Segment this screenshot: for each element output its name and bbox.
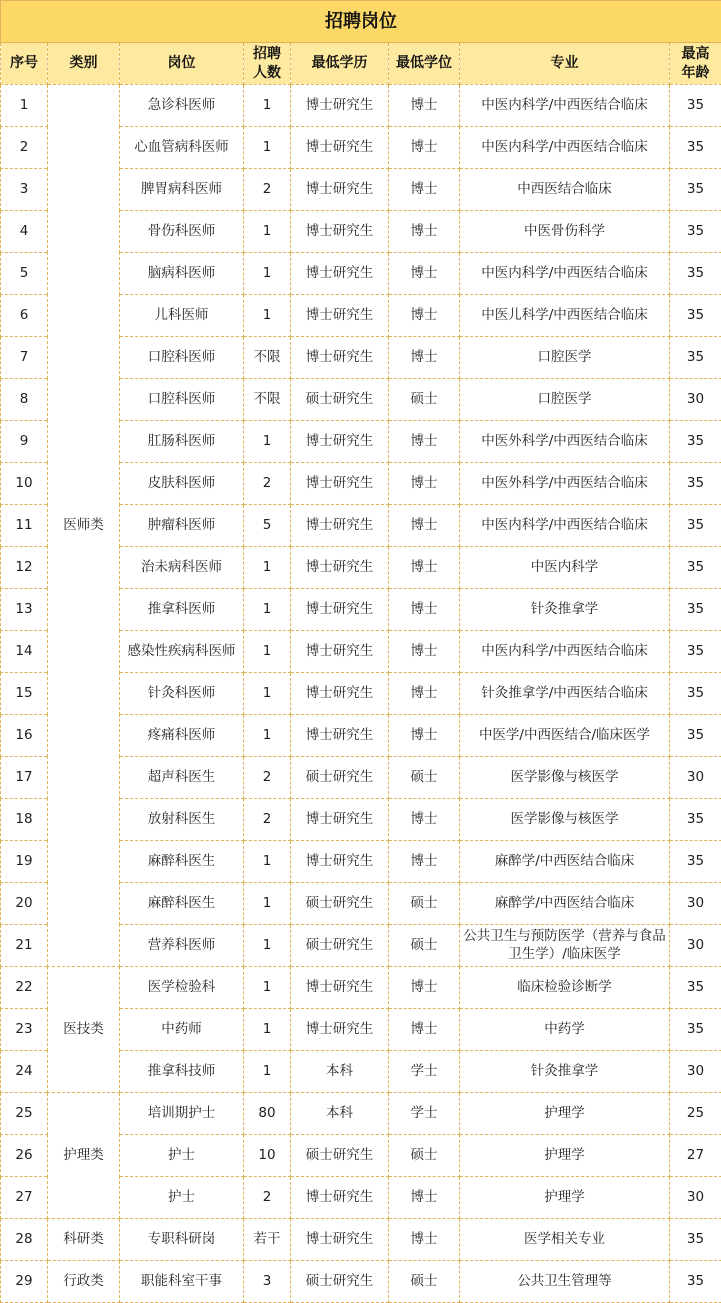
cell-age: 35 <box>670 1009 721 1051</box>
cell-degree: 博士 <box>389 421 460 463</box>
cell-seq: 28 <box>1 1219 48 1261</box>
cell-seq: 13 <box>1 589 48 631</box>
cell-degree: 博士 <box>389 589 460 631</box>
cell-degree: 博士 <box>389 85 460 127</box>
cell-position: 皮肤科医师 <box>120 463 244 505</box>
cell-education: 博士研究生 <box>291 841 389 883</box>
cell-education: 博士研究生 <box>291 421 389 463</box>
cell-position: 针灸科医师 <box>120 673 244 715</box>
cell-seq: 6 <box>1 295 48 337</box>
cell-major: 麻醉学/中西医结合临床 <box>460 841 670 883</box>
cell-degree: 博士 <box>389 127 460 169</box>
cell-position: 护士 <box>120 1135 244 1177</box>
cell-degree: 博士 <box>389 463 460 505</box>
cell-education: 博士研究生 <box>291 85 389 127</box>
cell-position: 口腔科医师 <box>120 337 244 379</box>
cell-count: 1 <box>244 673 291 715</box>
cell-seq: 19 <box>1 841 48 883</box>
header-seq: 序号 <box>1 43 48 85</box>
cell-count: 2 <box>244 757 291 799</box>
cell-position: 医学检验科 <box>120 967 244 1009</box>
cell-count: 10 <box>244 1135 291 1177</box>
cell-position: 超声科医生 <box>120 757 244 799</box>
cell-count: 1 <box>244 925 291 967</box>
cell-seq: 10 <box>1 463 48 505</box>
cell-degree: 学士 <box>389 1093 460 1135</box>
cell-count: 1 <box>244 589 291 631</box>
cell-position: 放射科医生 <box>120 799 244 841</box>
cell-major: 中医儿科学/中西医结合临床 <box>460 295 670 337</box>
cell-education: 博士研究生 <box>291 1219 389 1261</box>
cell-major: 中医内科学/中西医结合临床 <box>460 253 670 295</box>
cell-major: 公共卫生与预防医学（营养与食品卫生学）/临床医学 <box>460 925 670 967</box>
cell-seq: 1 <box>1 85 48 127</box>
cell-seq: 15 <box>1 673 48 715</box>
cell-count: 2 <box>244 169 291 211</box>
cell-major: 医学影像与核医学 <box>460 799 670 841</box>
cell-degree: 硕士 <box>389 925 460 967</box>
header-category: 类别 <box>48 43 120 85</box>
cell-degree: 硕士 <box>389 1261 460 1303</box>
cell-count: 5 <box>244 505 291 547</box>
cell-education: 博士研究生 <box>291 127 389 169</box>
header-row <box>1 43 721 85</box>
cell-major: 中医内科学/中西医结合临床 <box>460 505 670 547</box>
header-major: 专业 <box>460 43 670 85</box>
cell-count: 1 <box>244 1009 291 1051</box>
cell-position: 专职科研岗 <box>120 1219 244 1261</box>
cell-count: 1 <box>244 421 291 463</box>
cell-position: 职能科室干事 <box>120 1261 244 1303</box>
table-row <box>1 1219 721 1261</box>
cell-seq: 29 <box>1 1261 48 1303</box>
cell-position: 肛肠科医师 <box>120 421 244 463</box>
cell-education: 博士研究生 <box>291 589 389 631</box>
cell-count: 不限 <box>244 337 291 379</box>
header-count-line1: 招聘 <box>253 46 281 63</box>
cell-degree: 硕士 <box>389 1135 460 1177</box>
cell-education: 硕士研究生 <box>291 925 389 967</box>
cell-count: 不限 <box>244 379 291 421</box>
cell-age: 35 <box>670 169 721 211</box>
cell-education: 本科 <box>291 1093 389 1135</box>
cell-major: 临床检验诊断学 <box>460 967 670 1009</box>
cell-seq: 23 <box>1 1009 48 1051</box>
cell-position: 脑病科医师 <box>120 253 244 295</box>
cell-education: 博士研究生 <box>291 1009 389 1051</box>
cell-position: 护士 <box>120 1177 244 1219</box>
cell-degree: 博士 <box>389 337 460 379</box>
cell-degree: 博士 <box>389 1009 460 1051</box>
cell-major: 中医骨伤科学 <box>460 211 670 253</box>
cell-seq: 7 <box>1 337 48 379</box>
cell-seq: 22 <box>1 967 48 1009</box>
cell-position: 肿瘤科医师 <box>120 505 244 547</box>
cell-age: 30 <box>670 757 721 799</box>
cell-education: 博士研究生 <box>291 1177 389 1219</box>
cell-major: 针灸推拿学 <box>460 1051 670 1093</box>
header-degree: 最低学位 <box>389 43 460 85</box>
cell-age: 27 <box>670 1135 721 1177</box>
cell-degree: 博士 <box>389 505 460 547</box>
cell-major: 中西医结合临床 <box>460 169 670 211</box>
cell-major: 护理学 <box>460 1093 670 1135</box>
cell-education: 博士研究生 <box>291 715 389 757</box>
table-body <box>1 85 721 1303</box>
cell-seq: 8 <box>1 379 48 421</box>
cell-degree: 博士 <box>389 1219 460 1261</box>
cell-degree: 学士 <box>389 1051 460 1093</box>
cell-position: 中药师 <box>120 1009 244 1051</box>
cell-age: 35 <box>670 967 721 1009</box>
cell-education: 硕士研究生 <box>291 883 389 925</box>
cell-age: 30 <box>670 925 721 967</box>
cell-age: 35 <box>670 589 721 631</box>
cell-age: 35 <box>670 421 721 463</box>
cell-age: 30 <box>670 883 721 925</box>
cell-major: 中医内科学/中西医结合临床 <box>460 127 670 169</box>
cell-category: 医师类 <box>48 85 120 967</box>
cell-degree: 博士 <box>389 967 460 1009</box>
cell-major: 针灸推拿学/中西医结合临床 <box>460 673 670 715</box>
cell-seq: 5 <box>1 253 48 295</box>
header-count <box>244 43 291 85</box>
cell-seq: 20 <box>1 883 48 925</box>
cell-education: 博士研究生 <box>291 295 389 337</box>
cell-major: 中医内科学 <box>460 547 670 589</box>
cell-seq: 18 <box>1 799 48 841</box>
cell-age: 35 <box>670 673 721 715</box>
cell-education: 硕士研究生 <box>291 757 389 799</box>
cell-age: 35 <box>670 127 721 169</box>
cell-education: 博士研究生 <box>291 463 389 505</box>
cell-position: 脾胃病科医师 <box>120 169 244 211</box>
cell-seq: 3 <box>1 169 48 211</box>
table-row <box>1 1261 721 1303</box>
cell-seq: 14 <box>1 631 48 673</box>
cell-count: 2 <box>244 799 291 841</box>
cell-position: 推拿科技师 <box>120 1051 244 1093</box>
cell-age: 25 <box>670 1093 721 1135</box>
cell-seq: 11 <box>1 505 48 547</box>
cell-position: 推拿科医师 <box>120 589 244 631</box>
table-row <box>1 1093 721 1135</box>
cell-age: 35 <box>670 1219 721 1261</box>
cell-count: 1 <box>244 85 291 127</box>
cell-position: 急诊科医师 <box>120 85 244 127</box>
cell-degree: 博士 <box>389 1177 460 1219</box>
cell-category: 科研类 <box>48 1219 120 1261</box>
cell-education: 博士研究生 <box>291 547 389 589</box>
cell-age: 35 <box>670 631 721 673</box>
cell-position: 麻醉科医生 <box>120 883 244 925</box>
cell-age: 35 <box>670 841 721 883</box>
cell-education: 博士研究生 <box>291 169 389 211</box>
cell-education: 硕士研究生 <box>291 1135 389 1177</box>
cell-seq: 4 <box>1 211 48 253</box>
cell-major: 中医外科学/中西医结合临床 <box>460 463 670 505</box>
cell-major: 中医内科学/中西医结合临床 <box>460 631 670 673</box>
cell-education: 博士研究生 <box>291 211 389 253</box>
cell-major: 护理学 <box>460 1177 670 1219</box>
cell-seq: 21 <box>1 925 48 967</box>
cell-age: 35 <box>670 1261 721 1303</box>
cell-degree: 博士 <box>389 673 460 715</box>
cell-education: 博士研究生 <box>291 337 389 379</box>
cell-degree: 博士 <box>389 799 460 841</box>
cell-education: 本科 <box>291 1051 389 1093</box>
cell-count: 1 <box>244 295 291 337</box>
cell-seq: 2 <box>1 127 48 169</box>
header-education: 最低学历 <box>291 43 389 85</box>
cell-count: 1 <box>244 127 291 169</box>
cell-seq: 12 <box>1 547 48 589</box>
header-age <box>670 43 721 85</box>
cell-major: 护理学 <box>460 1135 670 1177</box>
cell-position: 心血管病科医师 <box>120 127 244 169</box>
cell-degree: 博士 <box>389 841 460 883</box>
cell-count: 1 <box>244 967 291 1009</box>
cell-count: 3 <box>244 1261 291 1303</box>
cell-position: 儿科医师 <box>120 295 244 337</box>
cell-degree: 硕士 <box>389 379 460 421</box>
cell-category: 护理类 <box>48 1093 120 1219</box>
cell-count: 若干 <box>244 1219 291 1261</box>
cell-count: 1 <box>244 211 291 253</box>
cell-major: 口腔医学 <box>460 337 670 379</box>
cell-count: 1 <box>244 715 291 757</box>
cell-age: 35 <box>670 211 721 253</box>
cell-position: 营养科医师 <box>120 925 244 967</box>
cell-position: 麻醉科医生 <box>120 841 244 883</box>
cell-seq: 17 <box>1 757 48 799</box>
cell-major: 口腔医学 <box>460 379 670 421</box>
cell-degree: 博士 <box>389 715 460 757</box>
cell-age: 30 <box>670 1051 721 1093</box>
cell-position: 治未病科医师 <box>120 547 244 589</box>
cell-major: 针灸推拿学 <box>460 589 670 631</box>
cell-degree: 硕士 <box>389 757 460 799</box>
table-row <box>1 967 721 1009</box>
cell-seq: 24 <box>1 1051 48 1093</box>
cell-count: 1 <box>244 253 291 295</box>
cell-position: 感染性疾病科医师 <box>120 631 244 673</box>
cell-count: 1 <box>244 1051 291 1093</box>
cell-major: 中医外科学/中西医结合临床 <box>460 421 670 463</box>
cell-education: 博士研究生 <box>291 799 389 841</box>
cell-category: 医技类 <box>48 967 120 1093</box>
cell-position: 疼痛科医师 <box>120 715 244 757</box>
cell-degree: 博士 <box>389 547 460 589</box>
cell-age: 35 <box>670 337 721 379</box>
cell-degree: 博士 <box>389 253 460 295</box>
cell-age: 35 <box>670 547 721 589</box>
header-count-line2: 人数 <box>253 64 281 81</box>
cell-seq: 26 <box>1 1135 48 1177</box>
cell-education: 硕士研究生 <box>291 1261 389 1303</box>
cell-count: 1 <box>244 547 291 589</box>
cell-count: 1 <box>244 841 291 883</box>
cell-seq: 27 <box>1 1177 48 1219</box>
cell-count: 1 <box>244 631 291 673</box>
cell-education: 博士研究生 <box>291 253 389 295</box>
cell-position: 口腔科医师 <box>120 379 244 421</box>
cell-major: 麻醉学/中西医结合临床 <box>460 883 670 925</box>
cell-age: 35 <box>670 85 721 127</box>
cell-education: 博士研究生 <box>291 631 389 673</box>
cell-education: 博士研究生 <box>291 505 389 547</box>
cell-age: 35 <box>670 505 721 547</box>
cell-category: 行政类 <box>48 1261 120 1303</box>
cell-count: 1 <box>244 883 291 925</box>
cell-age: 35 <box>670 295 721 337</box>
cell-seq: 16 <box>1 715 48 757</box>
cell-degree: 博士 <box>389 169 460 211</box>
cell-age: 30 <box>670 1177 721 1219</box>
cell-degree: 硕士 <box>389 883 460 925</box>
cell-seq: 25 <box>1 1093 48 1135</box>
header-position: 岗位 <box>120 43 244 85</box>
cell-age: 30 <box>670 379 721 421</box>
cell-major: 中药学 <box>460 1009 670 1051</box>
table-row <box>1 85 721 127</box>
cell-count: 2 <box>244 463 291 505</box>
cell-seq: 9 <box>1 421 48 463</box>
cell-education: 博士研究生 <box>291 673 389 715</box>
cell-age: 35 <box>670 799 721 841</box>
cell-age: 35 <box>670 463 721 505</box>
cell-education: 博士研究生 <box>291 967 389 1009</box>
cell-count: 80 <box>244 1093 291 1135</box>
cell-major: 中医学/中西医结合/临床医学 <box>460 715 670 757</box>
table-title: 招聘岗位 <box>1 1 721 43</box>
cell-position: 培训期护士 <box>120 1093 244 1135</box>
cell-age: 35 <box>670 253 721 295</box>
cell-education: 硕士研究生 <box>291 379 389 421</box>
cell-major: 中医内科学/中西医结合临床 <box>460 85 670 127</box>
cell-degree: 博士 <box>389 211 460 253</box>
cell-major: 公共卫生管理等 <box>460 1261 670 1303</box>
cell-degree: 博士 <box>389 631 460 673</box>
cell-major: 医学相关专业 <box>460 1219 670 1261</box>
cell-degree: 博士 <box>389 295 460 337</box>
cell-age: 35 <box>670 715 721 757</box>
cell-count: 2 <box>244 1177 291 1219</box>
header-age-line1: 最高 <box>681 46 710 63</box>
cell-position: 骨伤科医师 <box>120 211 244 253</box>
cell-major: 医学影像与核医学 <box>460 757 670 799</box>
header-age-line2: 年龄 <box>681 64 710 81</box>
